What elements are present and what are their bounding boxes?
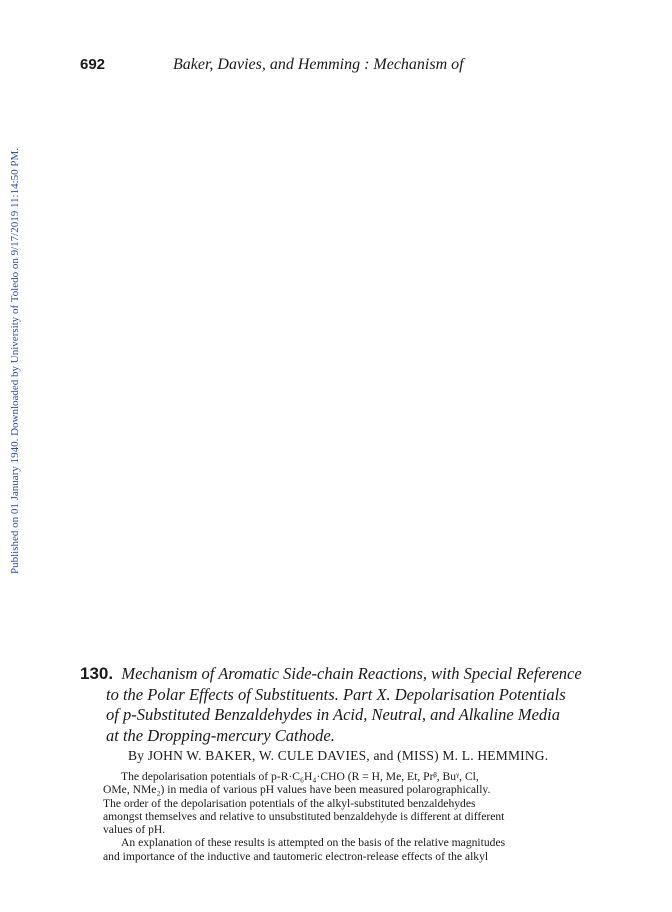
title-text-1: Mechanism of Aromatic Side-chain Reactions, with Special Reference (121, 664, 582, 683)
abstract-line: values of pH. (103, 823, 166, 837)
abstract (103, 770, 598, 863)
page-header (80, 56, 560, 78)
abstract-line: The depolarisation potentials of p-R·C₆H₄·CHO (R = H, Me, Et, Prᵝ, Buᵞ, Cl, (121, 770, 479, 783)
page-number: 692 (80, 56, 106, 73)
title-line-4: at the Dropping-mercury Cathode. (106, 725, 335, 745)
abstract-line: The order of the depolarisation potentials of the alkyl-substituted benzaldehydes (103, 796, 476, 810)
title-line-3: of p-Substituted Benzaldehydes in Acid, Neutral, and Alkaline Media (106, 705, 560, 724)
article-number: 130. (80, 664, 114, 683)
abstract-line: and importance of the inductive and tautomeric electron-release effects of the alkyl (103, 849, 489, 863)
title-line-2: to the Polar Effects of Substituents. Part X. Depolarisation Potentials (106, 684, 566, 704)
article-title (80, 664, 600, 746)
title-line-1 (80, 664, 600, 685)
abstract-line: OMe, NMe₂) in media of various pH values have been measured polarographically. (103, 783, 491, 797)
abstract-line: amongst themselves and relative to unsubstituted benzaldehyde is different at different (103, 809, 505, 823)
authors-line: By JOHN W. BAKER, W. CULE DAVIES, and (MISS) M. L. HEMMING. (128, 748, 549, 763)
abstract-line: An explanation of these results is attempted on the basis of the relative magnitudes (121, 836, 506, 850)
publication-notice[interactable]: Published on 01 January 1940. Downloaded by University of Toledo on 9/17/2019 11:14:50 PM. (9, 147, 21, 574)
running-title: Baker, Davies, and Hemming : Mechanism of (173, 56, 464, 73)
